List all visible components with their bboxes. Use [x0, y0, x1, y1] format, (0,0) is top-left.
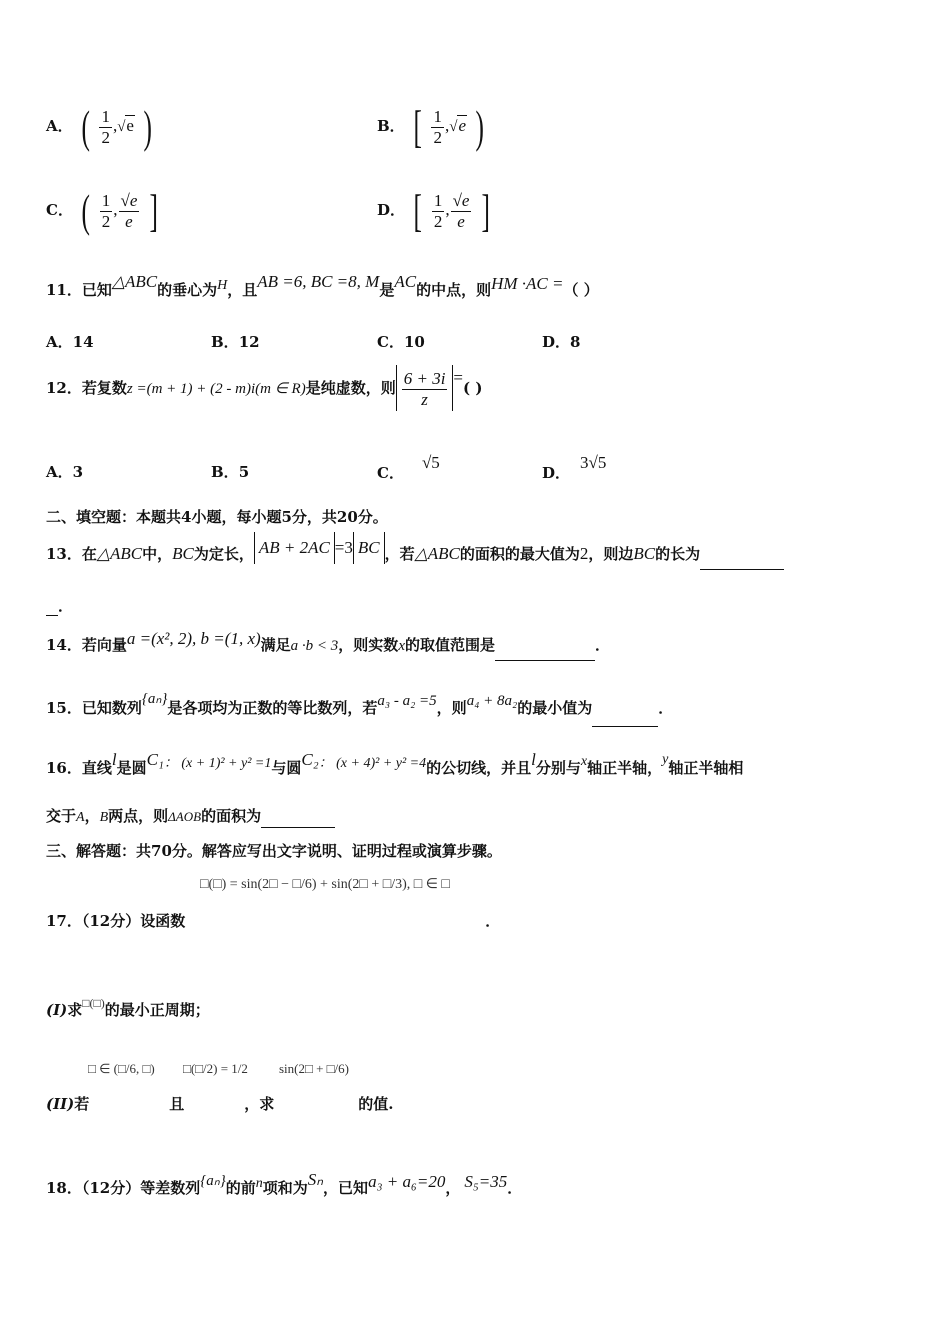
q11-option-a: A．14	[46, 333, 94, 351]
q12-option-b: B．5	[211, 463, 250, 481]
fraction: $\frac{1}{2}$	[433, 190, 443, 231]
question-13-cont: ．	[46, 596, 73, 616]
bracket: [	[413, 185, 423, 236]
q17-cond-image-3: sin(2□ + □/6)	[279, 1061, 349, 1076]
q17-part-2: (II)若 且 ，求 的值.	[46, 1095, 394, 1113]
bracket: (	[81, 185, 91, 236]
option-label: D．	[377, 201, 406, 219]
option-label: B．	[377, 117, 405, 135]
option-a: A． ( $\frac{1}{2}$ ,√e )	[46, 101, 153, 152]
fraction: $\frac{√e}{e}$	[120, 190, 138, 231]
fraction: $\frac{1}{2}$	[433, 106, 442, 147]
question-18: 18．（12分）等差数列{aₙ}的前n项和为Sₙ，已知a₃ + a₆=20， S₅=35．	[46, 1170, 523, 1197]
fraction: $\frac{1}{2}$	[101, 190, 111, 231]
q17-cond-image-2: □(□/2) = 1/2	[183, 1061, 248, 1076]
q11-option-b: B．12	[211, 333, 260, 351]
fraction: $\frac{√e}{e}$	[452, 190, 470, 231]
option-b: B． [ $\frac{1}{2}$ ,√e )	[377, 101, 485, 152]
question-17: 17．（12分）设函数 ．	[46, 912, 501, 930]
answer-blank	[495, 646, 595, 661]
q11-option-d: D．8	[542, 333, 581, 351]
answer-blank	[46, 601, 58, 616]
sqrt: √e	[449, 116, 467, 135]
q12-option-a: A．3	[46, 463, 84, 481]
question-13: 13．在△ABC中，BC为定长， AB + 2AC =3 BC ，若△ABC的面积的最大值为2，则边BC的长为	[46, 538, 784, 570]
question-11: 11．已知△ABC的垂心为H，且AB =6, BC =8, M是AC的中点，则HM ·AC =（ ）	[46, 272, 599, 299]
answer-blank	[592, 712, 658, 727]
f-x-image: □(□)	[82, 996, 105, 1010]
answer-blank	[700, 555, 784, 570]
bracket: )	[475, 101, 485, 152]
option-label: C．	[46, 201, 73, 219]
option-label: A．	[46, 117, 73, 135]
question-12: 12．若复数z =(m + 1) + (2 - m)i(m ∈ R)是纯虚数，则 $\frac{6 + 3i}{z}$ =( )	[46, 365, 482, 412]
q11-option-c: C．10	[377, 333, 425, 351]
question-16-cont: 交于A，B两点，则ΔAOB的面积为	[46, 806, 335, 828]
bracket: )	[143, 101, 153, 152]
q17-part-1: (I)求□(□)的最小正周期；	[46, 1000, 210, 1021]
bracket: ]	[149, 185, 158, 236]
q12-option-c: C．√5	[377, 453, 440, 482]
abs-value: $\frac{6 + 3i}{z}$	[396, 365, 454, 411]
question-15: 15．已知数列{aₙ}是各项均为正数的等比数列，若a₃ - a₂ =5，则a₄ + 8a₂的最小值为 ．	[46, 690, 673, 727]
q12-option-d: D．3√5	[542, 453, 607, 482]
fraction: $\frac{1}{2}$	[101, 106, 110, 147]
section-3-heading: 三、解答题：共70分。解答应写出文字说明、证明过程或演算步骤。	[46, 842, 502, 860]
question-16: 16．直线l是圆C₁： (x + 1)² + y² =1与圆C₂： (x + 4)² + y² =4的公切线，并且l分别与x轴正半轴，y轴正半轴相	[46, 750, 744, 777]
bracket: ]	[481, 185, 490, 236]
option-c: C． ( $\frac{1}{2}$ , $\frac{√e}{e}$ ]	[46, 185, 158, 236]
q17-function-image: □(□) = sin(2□ − □/6) + sin(2□ + □/3), □ ∈ □	[200, 877, 450, 892]
sqrt: √e	[117, 116, 134, 135]
option-d: D． [ $\frac{1}{2}$ , $\frac{√e}{e}$ ]	[377, 185, 490, 236]
question-14: 14．若向量a =(x², 2), b =(1, x)满足a ·b < 3，则实数x的取值范围是 ．	[46, 630, 610, 661]
bracket: (	[81, 101, 90, 152]
section-2-heading: 二、填空题：本题共4小题，每小题5分，共20分。	[46, 508, 388, 526]
answer-blank	[261, 813, 335, 828]
q17-cond-image-1: □ ∈ (□/6, □)	[88, 1061, 155, 1076]
bracket: [	[413, 101, 422, 152]
